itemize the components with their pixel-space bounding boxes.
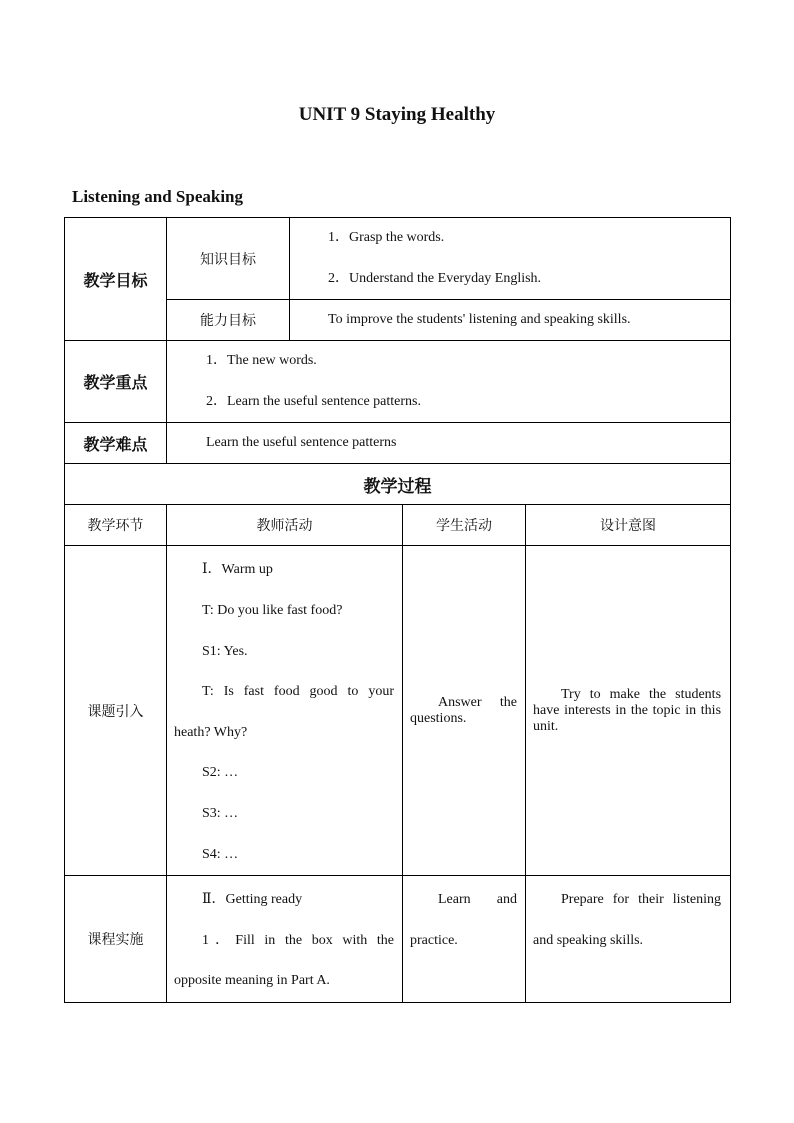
- lesson-plan-table: [64, 217, 731, 1003]
- knowledge-label: 知识目标: [167, 218, 290, 300]
- teacher-activity: [167, 876, 403, 1003]
- knowledge-item: 2．Understand the Everyday English.: [328, 270, 542, 286]
- stage-cell: 课程实施: [65, 876, 167, 1003]
- key-point-item: 1．The new words.: [206, 353, 317, 369]
- ability-label: 能力目标: [167, 300, 290, 341]
- teacher-line: S3: …: [202, 805, 239, 821]
- design-intent: Try to make the students have interests in the topic in this unit.: [526, 546, 731, 876]
- objectives-row: [65, 218, 731, 300]
- teacher-line: S4: …: [202, 846, 239, 862]
- header-stage: 教学环节: [65, 505, 167, 546]
- key-point-item: 2．Learn the useful sentence patterns.: [206, 393, 421, 409]
- teacher-line: S2: …: [202, 765, 239, 781]
- key-points-row: [65, 341, 731, 423]
- student-activity: Answer the questions.: [403, 546, 526, 876]
- key-points-label: 教学重点: [65, 341, 167, 423]
- section-heading: Listening and Speaking: [72, 187, 244, 206]
- key-points-items: [167, 341, 731, 423]
- header-student: 学生活动: [403, 505, 526, 546]
- teacher-line: Ⅱ．Getting ready: [202, 892, 303, 908]
- design-intent: Prepare for their listening and speaking skills.: [526, 876, 731, 1003]
- process-header-row: [65, 505, 731, 546]
- ability-text: To improve the students' listening and speaking skills.: [290, 300, 731, 341]
- process-title: 教学过程: [65, 464, 731, 505]
- difficulties-text: Learn the useful sentence patterns: [167, 423, 731, 464]
- teacher-line: Ⅰ．Warm up: [202, 562, 273, 578]
- objectives-label: 教学目标: [65, 218, 167, 341]
- knowledge-item: 1．Grasp the words.: [328, 230, 445, 245]
- document-title: UNIT 9 Staying Healthy: [298, 104, 496, 125]
- teacher-line: S1: Yes.: [202, 643, 248, 659]
- teacher-line: 1．Fill in the box with the opposite meaning in Part A.: [174, 932, 394, 989]
- process-row: [65, 546, 731, 876]
- header-teacher: 教师活动: [167, 505, 403, 546]
- student-activity: Learn and practice.: [403, 876, 526, 1003]
- process-row: [65, 876, 731, 1003]
- stage-cell: 课题引入: [65, 546, 167, 876]
- teacher-line: T: Is fast food good to your heath? Why?: [174, 684, 394, 740]
- difficulties-label: 教学难点: [65, 423, 167, 464]
- knowledge-items: [290, 218, 731, 300]
- difficulties-row: [65, 423, 731, 464]
- teacher-line: T: Do you like fast food?: [202, 602, 343, 618]
- header-intent: 设计意图: [526, 505, 731, 546]
- teacher-activity: [167, 546, 403, 876]
- process-title-row: [65, 464, 731, 505]
